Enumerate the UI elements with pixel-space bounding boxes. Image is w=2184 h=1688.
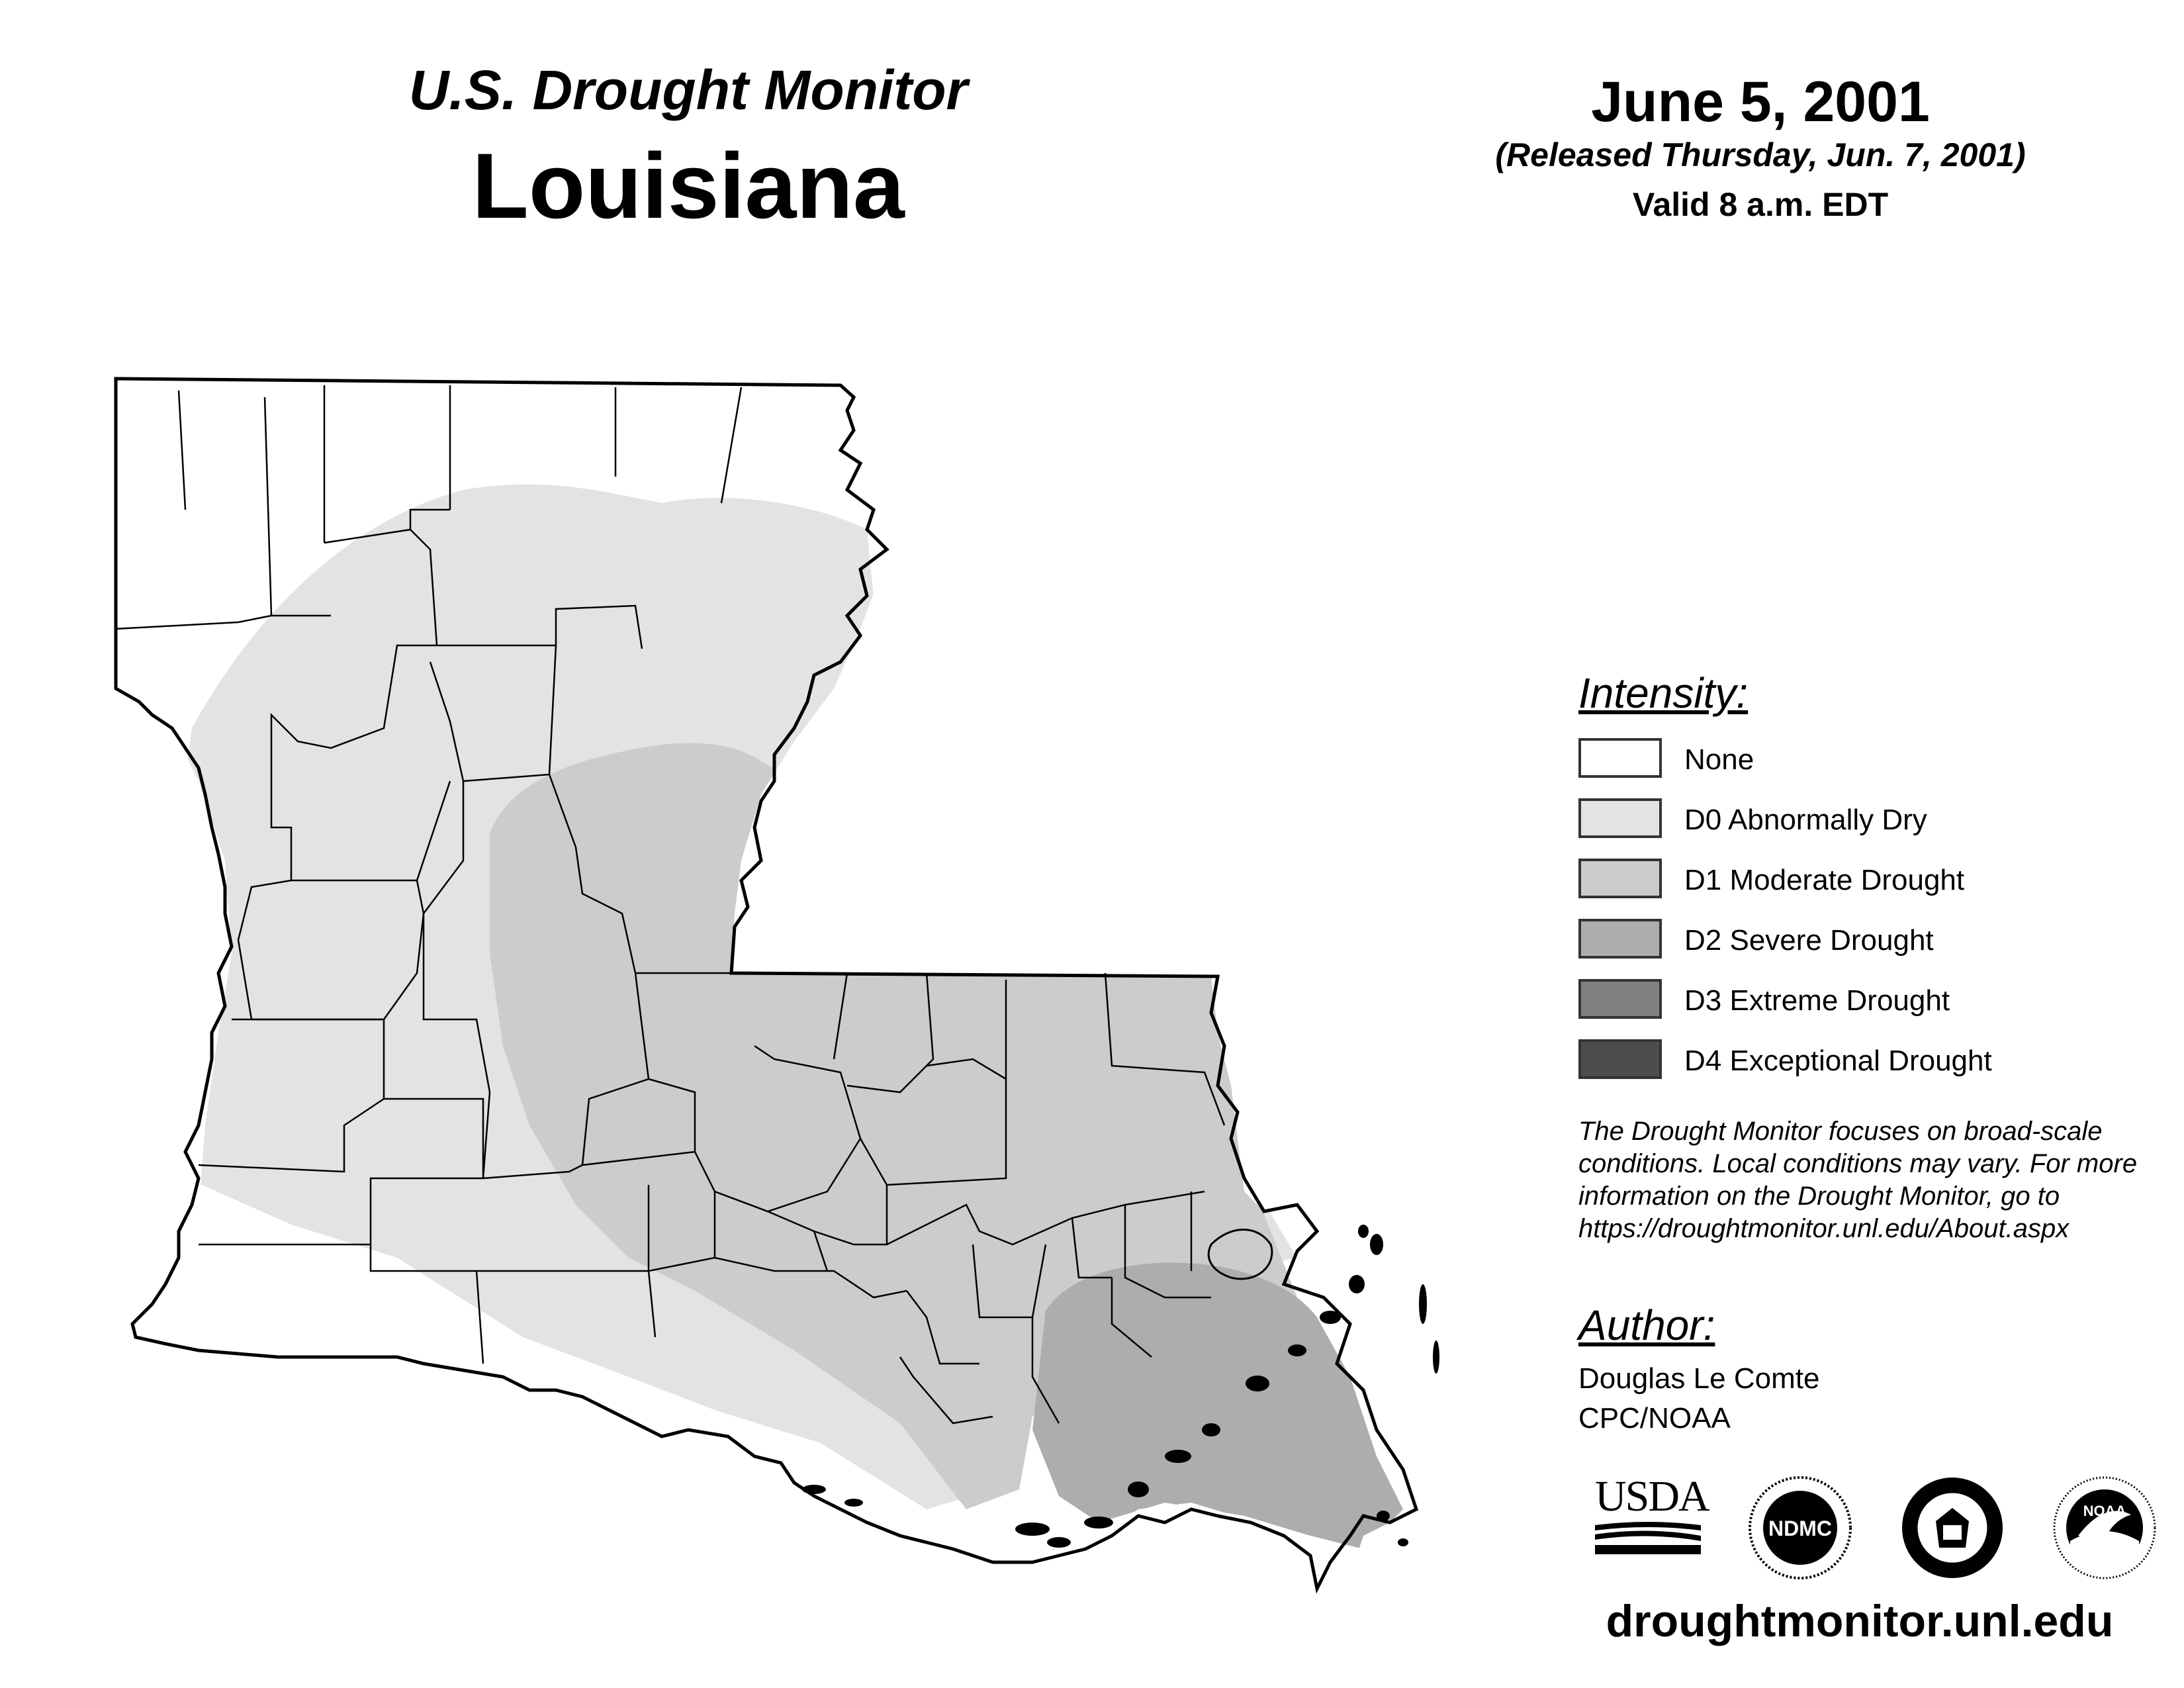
- legend-label: None: [1684, 743, 1754, 776]
- note-line: The Drought Monitor focuses on broad-scale: [1578, 1117, 2103, 1146]
- note-line: information on the Drought Monitor, go to: [1578, 1182, 2060, 1211]
- note-link[interactable]: https://droughtmonitor.unl.edu/About.aspx: [1578, 1214, 2070, 1243]
- note-line: conditions. Local conditions may vary. For more: [1578, 1149, 2138, 1178]
- ndmc-logo: [1747, 1475, 1853, 1581]
- valid-time: Valid 8 a.m. EDT: [1632, 186, 1889, 223]
- ndmc-logo-text: NDMC: [1768, 1517, 1832, 1540]
- noaa-logo-text: NOAA: [2083, 1503, 2126, 1519]
- legend-swatch: [1578, 979, 1662, 1019]
- legend-label: D3 Extreme Drought: [1684, 984, 1950, 1017]
- legend-title: Intensity:: [1578, 669, 1749, 717]
- department-of-commerce-seal-icon: [1899, 1475, 2005, 1581]
- usda-logo-waves-icon: [1595, 1519, 1701, 1558]
- author-title: Author:: [1578, 1301, 1715, 1349]
- legend-swatch: [1578, 798, 1662, 838]
- legend-swatch: [1578, 859, 1662, 898]
- legend-swatch: [1578, 1039, 1662, 1079]
- legend-label: D0 Abnormally Dry: [1684, 804, 1927, 836]
- legend-swatch: [1578, 919, 1662, 959]
- noaa-logo: [2052, 1475, 2158, 1581]
- usda-logo: [1595, 1472, 1709, 1561]
- usda-logo-text: USDA: [1595, 1472, 1709, 1521]
- footer-url[interactable]: droughtmonitor.unl.edu: [1606, 1596, 2114, 1646]
- legend-label: D4 Exceptional Drought: [1684, 1045, 1992, 1077]
- disclaimer-note: [1578, 1115, 2174, 1245]
- map-date: June 5, 2001: [1591, 70, 1930, 134]
- author-org: CPC/NOAA: [1578, 1402, 1731, 1434]
- release-date: (Released Thursday, Jun. 7, 2001): [1495, 136, 2026, 173]
- legend-label: D1 Moderate Drought: [1684, 864, 1965, 896]
- legend-label: D2 Severe Drought: [1684, 924, 1934, 957]
- state-title: Louisiana: [472, 134, 905, 238]
- legend-swatch: [1578, 738, 1662, 778]
- product-title: U.S. Drought Monitor: [408, 59, 968, 121]
- drought-area-d2: [1032, 1263, 1403, 1549]
- author-name: Douglas Le Comte: [1578, 1362, 1820, 1395]
